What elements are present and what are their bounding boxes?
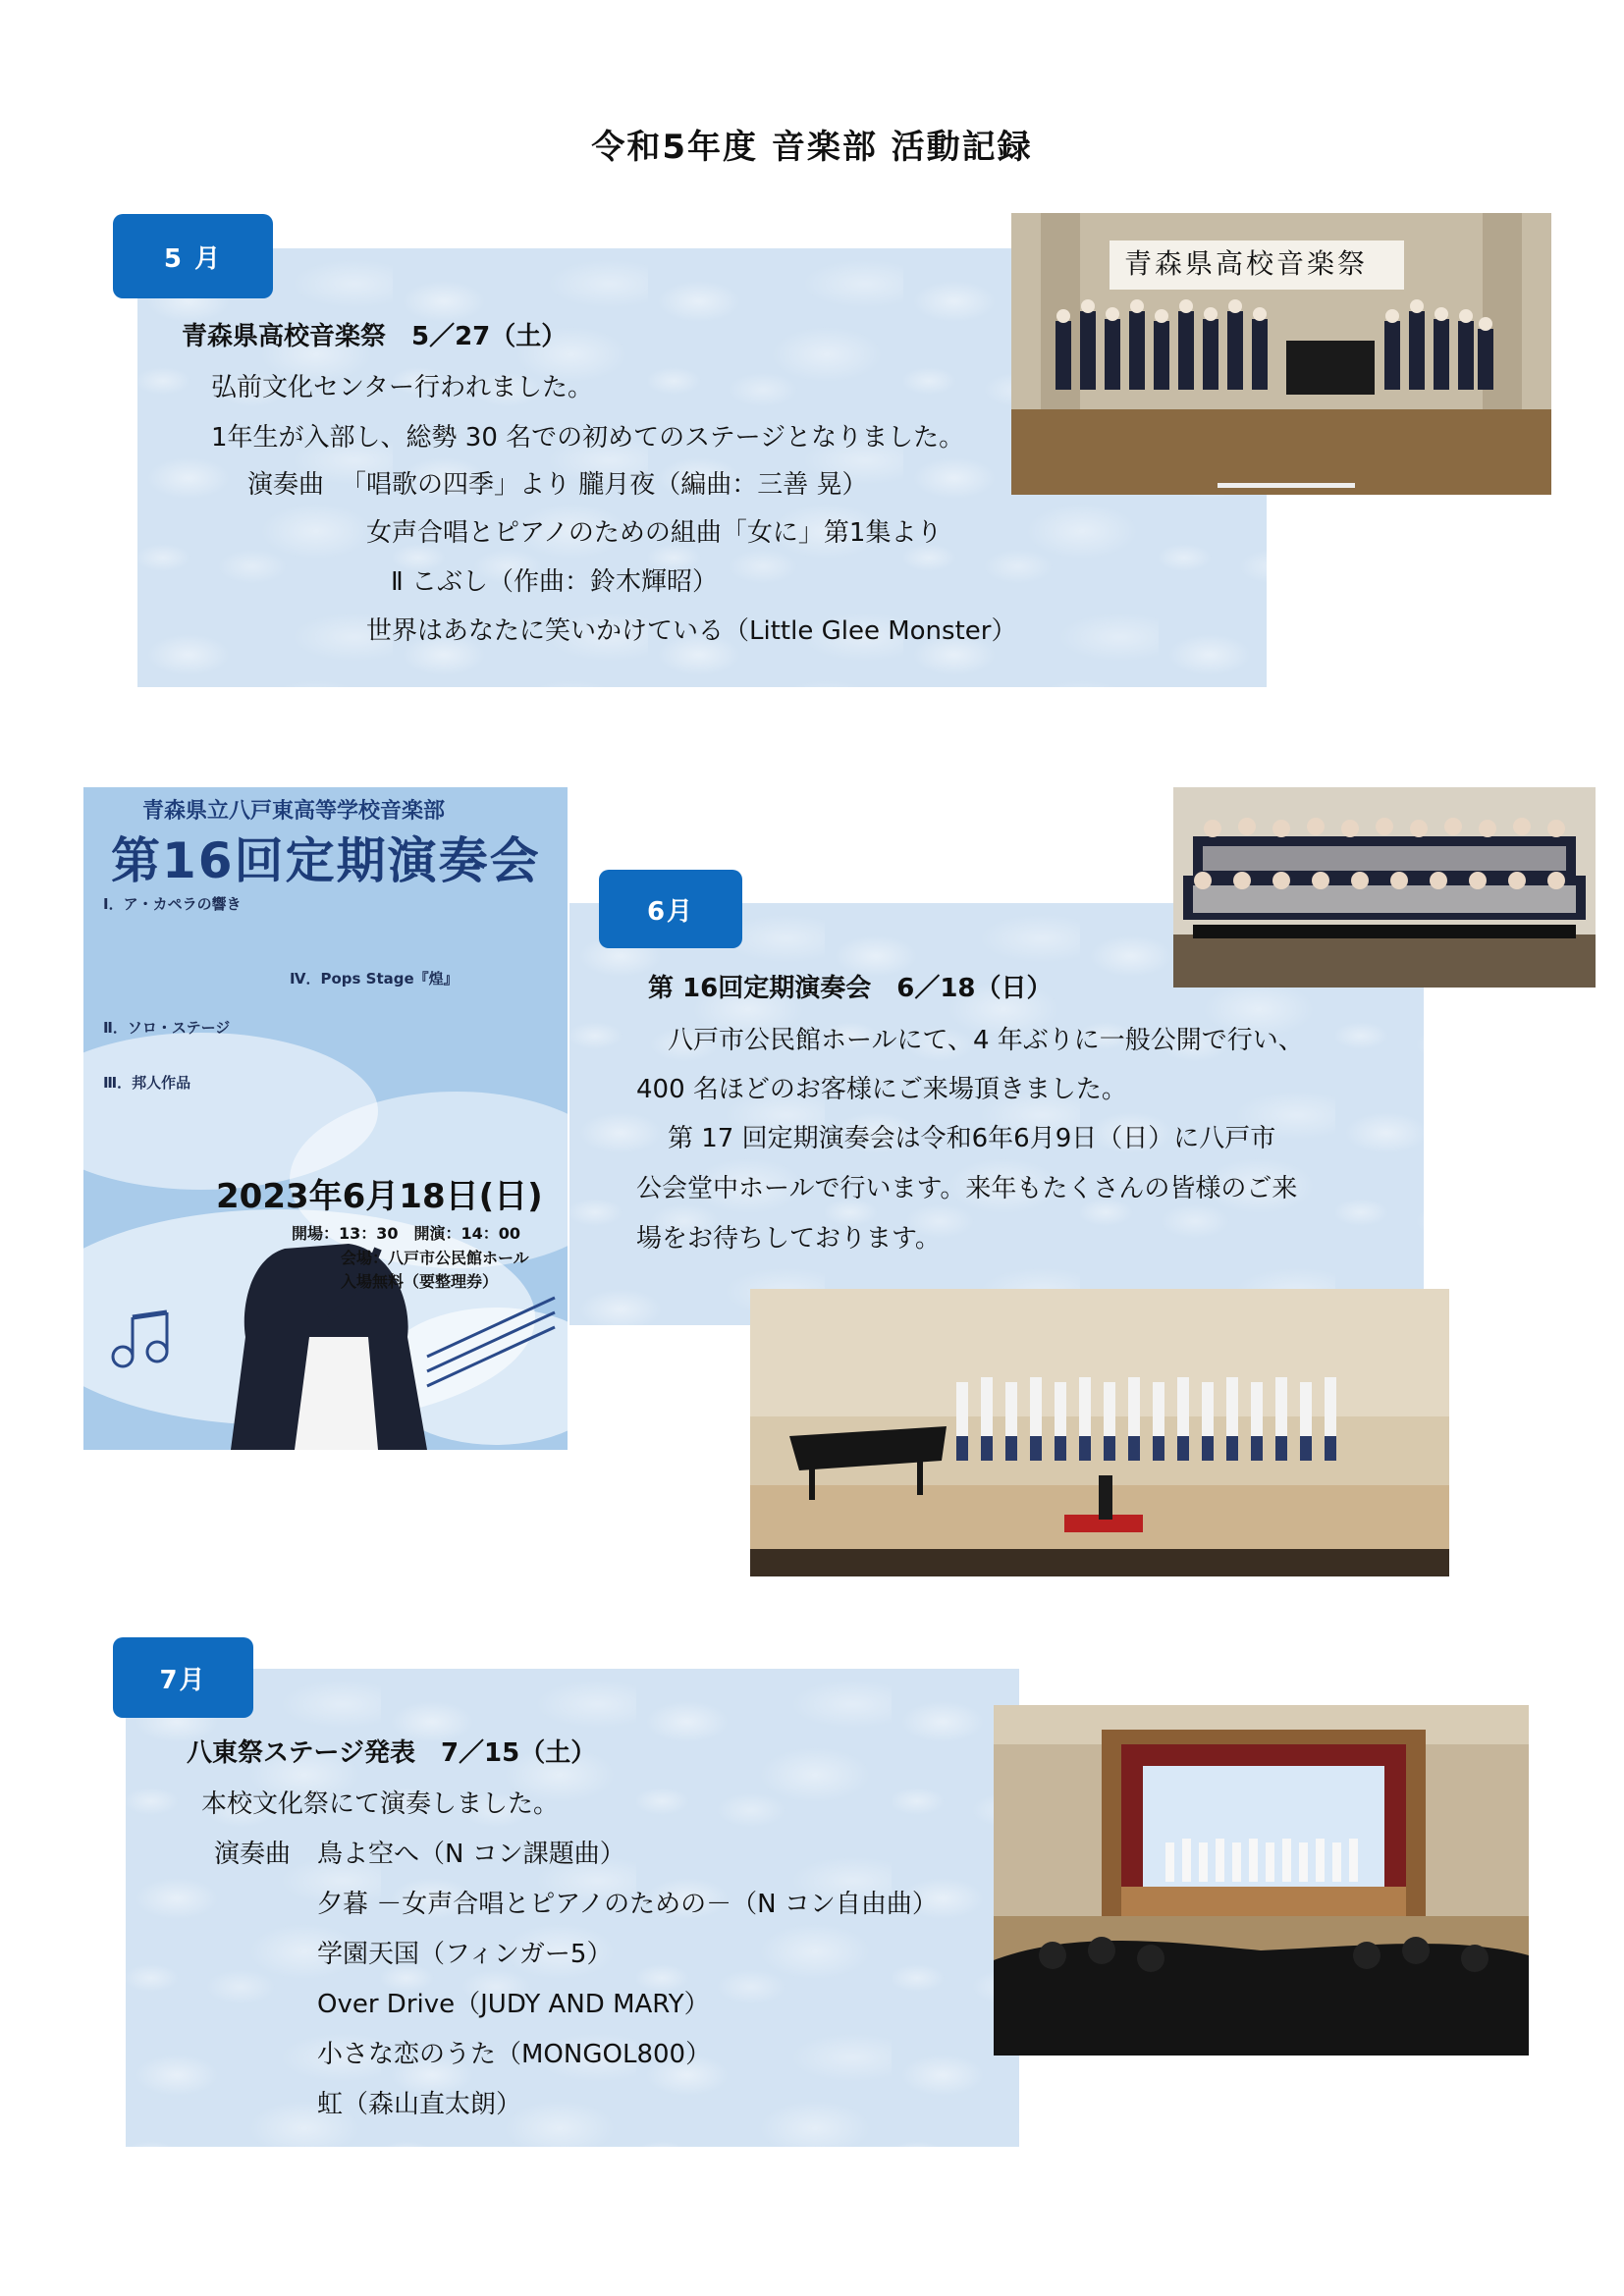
poster-time: 開場：13：30 開演：14：00 bbox=[292, 1224, 521, 1243]
may-stage-photo bbox=[1011, 213, 1551, 495]
may-line2: 1年生が入部し、総勢 30 名での初めてのステージとなりました。 bbox=[211, 423, 965, 453]
july-heading: 八東祭ステージ発表 7／15（土） bbox=[187, 1738, 597, 1768]
june-line2: 400 名ほどのお客様にご来場頂きました。 bbox=[636, 1075, 1127, 1104]
may-heading: 青森県高校音楽祭 5／27（土） bbox=[182, 322, 568, 351]
poster-date: 2023年6月18日(日) bbox=[216, 1177, 543, 1216]
may-song1: 「唱歌の四季」より 朧月夜（編曲：三善 晃） bbox=[341, 470, 868, 500]
may-song3: Ⅱ こぶし（作曲：鈴木輝昭） bbox=[391, 567, 719, 597]
poster-section2: Ⅱ．ソロ・ステージ bbox=[103, 1019, 231, 1037]
poster-section4: Ⅳ．Pops Stage『煌』 bbox=[290, 970, 459, 988]
july-badge: 7月 bbox=[113, 1637, 253, 1718]
poster-school: 青森県立八戸東高等学校音楽部 bbox=[142, 799, 446, 824]
june-concert-photo bbox=[750, 1289, 1449, 1576]
july-song3: 学園天国（フィンガー5） bbox=[317, 1940, 613, 1969]
poster-main-title: 第16回定期演奏会 bbox=[111, 832, 541, 889]
june-line5: 場をお待ちしております。 bbox=[636, 1224, 941, 1254]
gym-photo-graphic bbox=[994, 1705, 1529, 2056]
group-photo-graphic bbox=[1173, 787, 1596, 988]
page-title: 令和5年度 音楽部 活動記録 bbox=[591, 128, 1033, 167]
july-line1: 本校文化祭にて演奏しました。 bbox=[201, 1789, 560, 1819]
june-heading: 第 16回定期演奏会 6／18（日） bbox=[648, 974, 1053, 1003]
july-stage-photo bbox=[994, 1705, 1529, 2056]
june-line4: 公会堂中ホールで行います。来年もたくさんの皆様のご来 bbox=[636, 1174, 1298, 1203]
may-line1: 弘前文化センター行われました。 bbox=[211, 373, 593, 402]
june-badge: 6月 bbox=[599, 870, 742, 948]
concert-photo-graphic bbox=[750, 1289, 1449, 1576]
concert-poster bbox=[83, 787, 568, 1450]
poster-venue: 会場：八戸市公民館ホール bbox=[341, 1249, 529, 1267]
july-program-label: 演奏曲 bbox=[214, 1840, 292, 1869]
july-song4: Over Drive（JUDY AND MARY） bbox=[317, 1990, 710, 2019]
june-group-photo bbox=[1173, 787, 1596, 988]
may-badge: 5 月 bbox=[113, 214, 273, 298]
poster-section3: Ⅲ．邦人作品 bbox=[103, 1074, 191, 1092]
july-song6: 虹（森山直太朗） bbox=[317, 2090, 522, 2119]
june-line3: 第 17 回定期演奏会は令和6年6月9日（日）に八戸市 bbox=[668, 1124, 1276, 1153]
may-banner-text: 青森県高校音楽祭 bbox=[1124, 247, 1369, 280]
july-song1: 鳥よ空へ（N コン課題曲） bbox=[317, 1840, 625, 1869]
may-program-label: 演奏曲 bbox=[247, 470, 325, 500]
may-song2: 女声合唱とピアノのための組曲「女に」第1集より bbox=[366, 518, 943, 548]
july-song5: 小さな恋のうた（MONGOL800） bbox=[317, 2040, 712, 2069]
poster-section1: Ⅰ．ア・カペラの響き bbox=[103, 895, 242, 913]
june-line1: 八戸市公民館ホールにて、4 年ぶりに一般公開で行い、 bbox=[668, 1026, 1304, 1055]
poster-admission: 入場無料（要整理券） bbox=[341, 1272, 499, 1291]
july-song2: 夕暮 －女声合唱とピアノのための－（N コン自由曲） bbox=[317, 1890, 938, 1919]
may-song4: 世界はあなたに笑いかけている（Little Glee Monster） bbox=[366, 616, 1017, 646]
